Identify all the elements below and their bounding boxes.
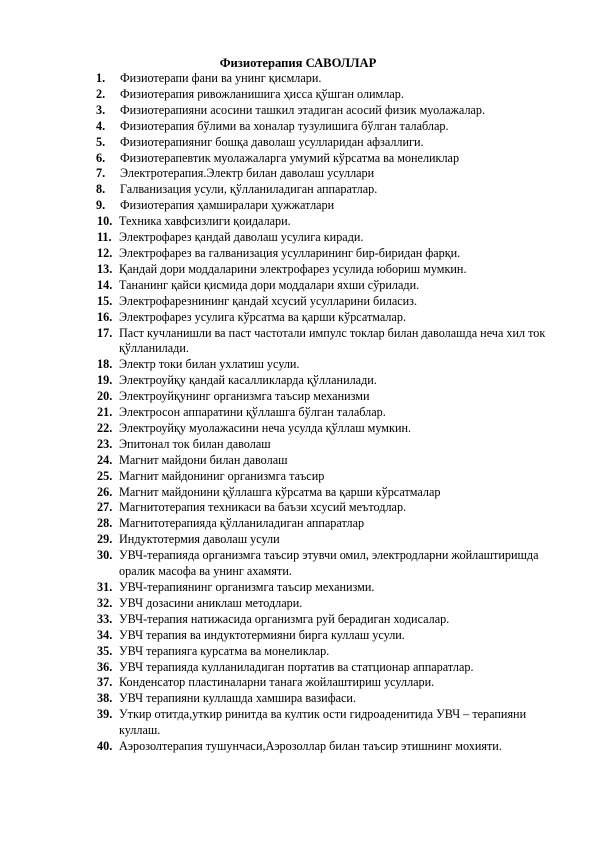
question-number: 11. (97, 230, 112, 245)
list-item (96, 373, 552, 389)
list-item (96, 246, 552, 262)
question-text: Физиотерапи фани ва унинг қисмлари. (120, 71, 322, 85)
question-number: 38. (97, 691, 113, 706)
question-text: Магнит майдониниг организмга таъсир (119, 468, 325, 483)
question-text: Тананинг қайси қисмида дори моддалари яхши сўрилади. (119, 277, 420, 292)
list-item (96, 151, 552, 167)
question-text: Физиотерапия ҳамширалари ҳужжатлари (120, 198, 335, 213)
question-text: УВЧ терапияга курсатма ва монеликлар. (119, 643, 330, 658)
list-item (96, 278, 552, 294)
question-text: Электрофарез қандай даволаш усулига киради. (119, 230, 364, 245)
list-item (96, 214, 552, 230)
question-text: Эпитонал ток билан даволаш (119, 436, 271, 451)
question-text: Физиотерапия ривожланишига ҳисса қўшган олимлар. (120, 86, 404, 101)
document-title: Физиотерапия САВОЛЛАР (219, 56, 377, 70)
question-number: 17. (97, 325, 113, 340)
list-item (96, 182, 552, 198)
question-text: УВЧ-терапиянинг организмга таъсир механизми. (119, 580, 375, 594)
list-item (96, 485, 552, 501)
question-number: 18. (97, 357, 113, 372)
question-number: 36. (97, 659, 113, 674)
question-number: 29. (97, 532, 113, 547)
question-text: Физиотерапевтик муолажаларга умумий кўрсатма ва монеликлар (120, 150, 460, 165)
list-item (96, 294, 552, 310)
question-text: УВЧ дозасини аниклаш методлари. (119, 595, 303, 610)
question-text: Электросон аппаратини қўллашга бўлган талаблар. (119, 405, 386, 420)
list-item (96, 87, 552, 103)
question-number: 4. (96, 118, 106, 133)
list-item (96, 532, 552, 548)
question-text: УВЧ терапия ва индуктотермияни бирга куллаш усули. (119, 627, 405, 642)
question-number: 6. (96, 150, 106, 165)
question-text: Физиотерапияниг бошқа даволаш усулларидан афзаллиги. (120, 134, 424, 149)
list-item (96, 437, 552, 453)
list-item (96, 516, 552, 532)
question-number: 5. (96, 134, 106, 149)
question-number: 16. (97, 309, 113, 324)
list-item (96, 119, 552, 135)
list-item (96, 644, 552, 660)
question-number: 40. (97, 739, 113, 754)
list-item (96, 262, 552, 278)
question-number: 2. (96, 86, 106, 101)
list-item (96, 739, 552, 755)
question-number: 1. (96, 71, 106, 85)
question-text: Галванизация усули, қўлланиладиган аппаратлар. (120, 182, 378, 197)
list-item (96, 405, 552, 421)
question-number: 37. (97, 675, 113, 690)
question-text: Индуктотермия даволаш усули (119, 532, 280, 547)
list-item (96, 548, 552, 580)
list-item (96, 230, 552, 246)
list-item (96, 326, 552, 358)
list-item (96, 612, 552, 628)
question-text: Магнитотерапияда қўлланиладиган аппаратлар (119, 516, 365, 531)
question-number: 32. (97, 595, 113, 610)
question-text: Магнитотерапия техникаси ва баъзи хсусий меътодлар. (119, 500, 407, 515)
list-item (96, 596, 552, 612)
question-text: УВЧ-терапияда организмга таъсир этувчи омил, электродларни жойлаштиришда оралик масофа ва унинг ахамяти. (119, 548, 539, 579)
question-text: Аэрозолтерапия тушунчаси,Аэрозоллар билан таъсир этишнинг мохияти. (119, 739, 502, 754)
list-item (96, 453, 552, 469)
question-text: Электроуйқу муолажасини неча усулда қўллаш мумкин. (119, 420, 412, 435)
question-text: Паст кучланишли ва паст частотали импулс токлар билан даволашда неча хил ток қўлланилади. (119, 325, 546, 356)
question-text: Электрофарезнининг қандай хсусий усулларини биласиз. (119, 293, 418, 308)
question-number: 8. (96, 182, 106, 197)
question-number: 25. (97, 468, 113, 483)
list-item (96, 580, 552, 596)
question-list (96, 71, 552, 755)
list-item (96, 660, 552, 676)
list-item (96, 691, 552, 707)
question-text: УВЧ терапияда кулланиладиган портатив ва статционар аппаратлар. (119, 659, 474, 674)
question-number: 3. (96, 102, 106, 117)
list-item (96, 310, 552, 326)
list-item (96, 166, 552, 182)
question-text: УВЧ-терапия натижасида организмга руй берадиган ходисалар. (119, 611, 450, 626)
question-number: 27. (97, 500, 113, 515)
question-text: Электрофарез ва галванизация усулларининг бир-биридан фарқи. (119, 245, 461, 260)
question-text: Электр токи билан ухлатиш усули. (119, 357, 300, 372)
question-number: 19. (97, 373, 113, 388)
question-number: 33. (97, 611, 113, 626)
question-number: 22. (97, 420, 113, 435)
question-number: 34. (97, 627, 113, 642)
question-text: Техника хавфсизлиги қоидалари. (119, 214, 291, 229)
question-text: Конденсатор пластиналарни танага жойлаштириш усуллари. (119, 675, 435, 690)
question-text: Қандай дори моддаларини электрофарез усулида юбориш мумкин. (119, 261, 467, 276)
question-number: 13. (97, 261, 113, 276)
question-number: 20. (97, 389, 113, 404)
list-item (96, 103, 552, 119)
question-number: 14. (97, 277, 113, 292)
list-item (96, 198, 552, 214)
list-item (96, 675, 552, 691)
question-text: Магнит майдонини қўллашга кўрсатма ва қарши кўрсатмалар (119, 484, 441, 499)
question-text: Физиотерапия бўлими ва хоналар тузулишига бўлган талаблар. (120, 118, 449, 133)
question-text: Электроуйқу қандай касалликларда қўлланилади. (119, 373, 377, 388)
question-text: Электротерапия.Электр билан даволаш усуллари (120, 166, 375, 181)
list-item (96, 135, 552, 151)
question-text: Уткир отитда,уткир ринитда ва култик ости гидроаденитида УВЧ – терапияни куллаш. (119, 707, 527, 738)
question-number: 10. (97, 214, 113, 229)
question-text: Электрофарез усулига кўрсатма ва қарши кўрсатмалар. (119, 309, 407, 324)
list-item (96, 500, 552, 516)
question-number: 30. (97, 548, 113, 563)
question-number: 15. (97, 293, 113, 308)
question-text: Электроуйқунинг организмга таъсир механизми (119, 389, 370, 404)
question-number: 24. (97, 452, 113, 467)
question-number: 9. (96, 198, 106, 213)
question-number: 23. (97, 436, 113, 451)
list-item (96, 71, 552, 87)
list-item (96, 357, 552, 373)
list-item (96, 389, 552, 405)
question-number: 35. (97, 643, 113, 658)
question-text: УВЧ терапияни куллашда хамшира вазифаси. (119, 691, 356, 706)
question-number: 21. (97, 405, 113, 420)
question-number: 39. (97, 707, 113, 722)
question-number: 28. (97, 516, 113, 531)
question-text: Магнит майдони билан даволаш (119, 452, 288, 467)
question-number: 7. (96, 166, 106, 181)
question-number: 26. (97, 484, 113, 499)
question-number: 31. (97, 580, 113, 594)
list-item (96, 421, 552, 437)
list-item (96, 628, 552, 644)
question-number: 12. (97, 245, 113, 260)
question-text: Физиотерапияни асосини ташкил этадиган асосий физик муолажалар. (120, 102, 486, 117)
list-item (96, 469, 552, 485)
list-item (96, 707, 552, 739)
